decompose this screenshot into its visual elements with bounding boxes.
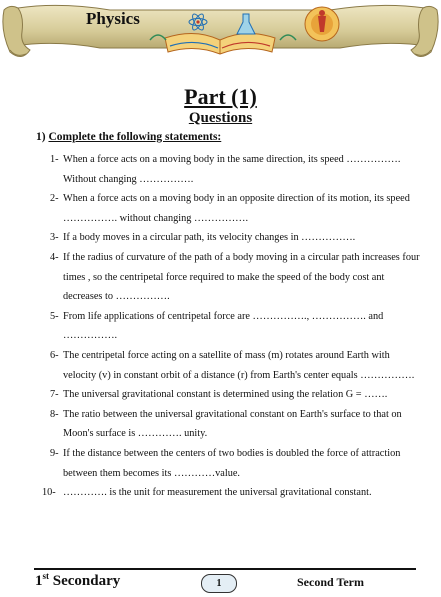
section-heading	[36, 131, 221, 143]
question-item	[50, 150, 422, 189]
question-item	[50, 228, 422, 248]
question-list	[42, 150, 422, 503]
question-item	[50, 248, 422, 307]
question-text: If a body moves in a circular path, its velocity changes in …………….	[63, 232, 356, 244]
question-item	[50, 189, 422, 228]
question-number: 2-	[50, 193, 59, 205]
footer-grade-suffix: st	[42, 571, 49, 581]
question-number: 5-	[50, 310, 59, 322]
question-number: 4-	[50, 251, 59, 263]
scroll-banner-graphic	[0, 0, 441, 70]
footer-grade-number: 1	[35, 573, 43, 589]
question-item	[50, 444, 422, 483]
footer-term: Second Term	[297, 575, 365, 589]
subject-title: Physics	[86, 9, 140, 28]
question-number: 3-	[50, 232, 59, 244]
question-text: The centripetal force acting on a satellite of mass (m) rotates around Earth with velocity (v) in constant orbit of a distance (r) from Earth's center equals …………….	[63, 349, 415, 381]
footer-divider	[34, 568, 416, 570]
footer-grade	[35, 571, 120, 590]
section-number: 1)	[36, 131, 46, 143]
section-heading-text: Complete the following statements:	[48, 131, 222, 143]
question-text: If the radius of curvature of the path of a body moving in a circular path increases four times , so the centripetal force required to make the speed of the body cost ant decreases to …………….	[63, 251, 420, 303]
question-text: The ratio between the universal gravitational constant on Earth's surface to that on Moon's surface is …………. unity.	[63, 408, 402, 440]
question-item	[50, 307, 422, 346]
question-item	[50, 405, 422, 444]
question-number: 7-	[50, 389, 59, 401]
page-title: Part (1)	[184, 84, 257, 109]
footer-grade-word: Secondary	[52, 573, 121, 589]
question-item	[42, 483, 422, 503]
page-subtitle: Questions	[188, 110, 253, 126]
question-text: When a force acts on a moving body in an opposite direction of its motion, its speed ……………. without changing …………….	[63, 193, 410, 224]
question-item	[50, 385, 422, 405]
question-text: When a force acts on a moving body in the same direction, its speed ……………. Without changing …………….	[63, 154, 401, 185]
question-text: If the distance between the centers of two bodies is doubled the force of attraction between them becomes its …………value.	[63, 447, 401, 479]
question-number: 8-	[50, 408, 59, 420]
question-item	[50, 346, 422, 385]
page-number-badge: 1	[201, 574, 237, 593]
question-text: From life applications of centripetal force are ……………., ……………. and …………….	[63, 310, 384, 342]
question-number: 6-	[50, 349, 59, 361]
question-text: The universal gravitational constant is determined using the relation G = …….	[63, 389, 388, 401]
question-text: …………. is the unit for measurement the universal gravitational constant.	[63, 487, 372, 499]
question-number: 9-	[50, 447, 59, 459]
header-banner	[0, 0, 441, 70]
question-number: 1-	[50, 154, 59, 165]
question-number: 10-	[42, 487, 56, 499]
